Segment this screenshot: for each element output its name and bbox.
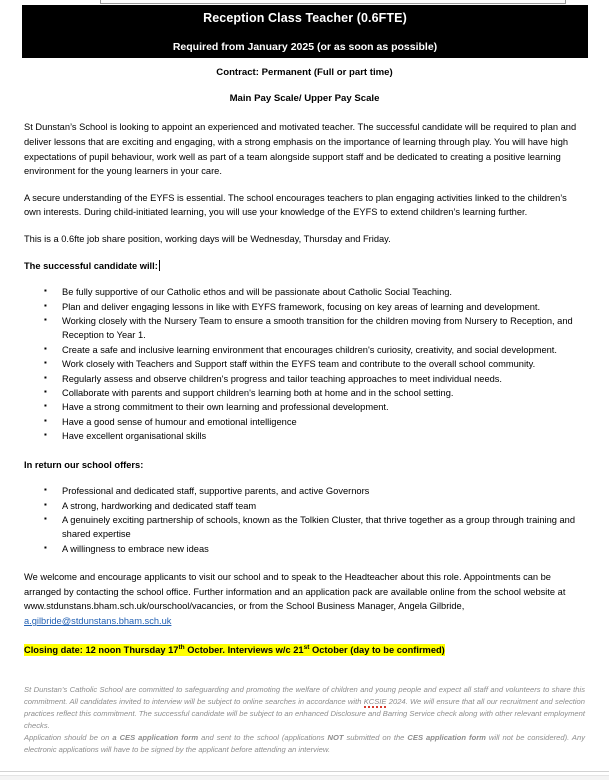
- list-item: ▪ Have a good sense of humour and emotional intelligence: [24, 415, 585, 429]
- application-text-b: and sent to the school (applications: [198, 733, 328, 743]
- application-text-c: submitted on the: [343, 733, 408, 743]
- safeguarding-text-b: 2024. We will ensure that all our recruitment and selection practices reflect this commitment. The successful candidate will be subject to an enhanced Disclosure and Barring Service check along with other relevant employment checks.: [24, 697, 585, 731]
- job-title: Reception Class Teacher (0.6FTE): [203, 11, 407, 25]
- text-cursor-caret: [159, 260, 160, 271]
- job-title-banner: [22, 5, 588, 58]
- list-item: ▪ Working closely with the Nursery Team to ensure a smooth transition for the children moving from Nursery to Reception, and Reception to Year 1.: [24, 314, 585, 343]
- document-body: [0, 58, 609, 657]
- school-offers-heading: In return our school offers:: [24, 459, 144, 470]
- closing-date-sup-th: th: [178, 643, 185, 651]
- list-item: ▪ Collaborate with parents and support children's learning both at home and in the school setting.: [24, 386, 585, 400]
- candidate-will-heading-row: [24, 259, 585, 274]
- ces-form-bold-2: CES application form: [407, 733, 486, 743]
- job-share-paragraph: This is a 0.6fte job share position, working days will be Wednesday, Thursday and Friday.: [24, 233, 391, 244]
- list-item: ▪ Work closely with Teachers and Support staff within the EYFS team and contribute to the overall school community.: [24, 357, 585, 371]
- safeguarding-paragraph: [24, 684, 585, 732]
- eyfs-paragraph: A secure understanding of the EYFS is essential. The school encourages teachers to plan engaging activities linked to the children’s own interests. During child-initiated learning, you will use your knowledge of the EYFS to extend children’s learning further.: [24, 192, 567, 218]
- list-item: ▪ Have excellent organisational skills: [24, 429, 585, 443]
- list-item: ▪ Create a safe and inclusive learning environment that encourages children's curiosity, creativity, and social development.: [24, 343, 585, 357]
- application-text-d: will not be considered). Any electronic applications will have to be signed by the applicant before attending an interview.: [24, 733, 585, 755]
- list-item: ▪ Be fully supportive of our Catholic ethos and will be passionate about Catholic Social Teaching.: [24, 285, 585, 299]
- contract-heading: Contract: Permanent (Full or part time): [216, 67, 393, 78]
- list-item: ▪ A strong, hardworking and dedicated staff team: [24, 499, 585, 513]
- application-paragraph: [24, 732, 585, 756]
- closing-date-highlight: [24, 644, 445, 656]
- list-item: ▪ Professional and dedicated staff, supportive parents, and active Governors: [24, 484, 585, 498]
- page-break-divider: [0, 771, 609, 772]
- application-text-a: Application should be on: [24, 733, 113, 743]
- page-break-gap: [0, 775, 609, 780]
- not-bold: NOT: [327, 733, 344, 743]
- school-offers-list: [24, 484, 585, 556]
- candidate-will-heading: The successful candidate will:: [24, 260, 158, 271]
- closing-date-part2: October. Interviews w/c 21: [184, 644, 304, 655]
- email-link[interactable]: a.gilbride@stdunstans.bham.sch.uk: [24, 616, 172, 627]
- list-item: ▪ Regularly assess and observe children's progress and tailor teaching approaches to meet individual needs.: [24, 372, 585, 386]
- list-item: ▪ A willingness to embrace new ideas: [24, 542, 585, 556]
- closing-date-line: [24, 641, 585, 658]
- contact-email-line: [24, 614, 585, 629]
- list-item: ▪ A genuinely exciting partnership of schools, known as the Tolkien Cluster, that thrive together as a group through training and shared expertise: [24, 513, 585, 542]
- kcsie-misspelled-word: KCSIE: [363, 697, 387, 707]
- job-start-date: Required from January 2025 (or as soon as possible): [172, 41, 438, 53]
- safeguarding-footer: [0, 684, 609, 757]
- candidate-requirements-list: [24, 285, 585, 443]
- closing-date-part1: Closing date: 12 noon Thursday 17: [24, 644, 179, 655]
- closing-date-sup-st: st: [303, 643, 310, 651]
- pay-scale-heading: Main Pay Scale/ Upper Pay Scale: [229, 93, 380, 105]
- ces-form-bold-1: a CES application form: [112, 733, 199, 743]
- contact-paragraph: We welcome and encourage applicants to visit our school and to speak to the Headteacher about this role. Appointments can be arranged by contacting the school office. Further information and an application pack are available online from the school website at www.stdunstans.bham.sch.uk/ourschool/vacancies, or from the School Business Manager, Angela Gilbride,: [24, 572, 566, 612]
- list-item: ▪ Have a strong commitment to their own learning and professional development.: [24, 400, 585, 414]
- word-textbox-frame: [100, 0, 566, 4]
- safeguarding-text-a: St Dunstan’s Catholic School are committed to safeguarding and promoting the welfare of children and young people and expect all staff and volunteers to share this commitment. All candidates invited to interview will be subject to online searches in accordance with: [24, 685, 585, 707]
- intro-paragraph: St Dunstan’s School is looking to appoint an experienced and motivated teacher. The successful candidate will be required to plan and deliver lessons that are exciting and engaging, with a strong emphasis on the importance of learning through play. You will have high expectations of pupil behaviour, work well as part of a team alongside support staff and be dedicated to creating a positive learning environment for the young learners in your care.: [24, 122, 577, 177]
- list-item: ▪ Plan and deliver engaging lessons in like with EYFS framework, focusing on key areas of learning and development.: [24, 300, 585, 314]
- closing-date-part3: October (day to be confirmed): [309, 644, 445, 655]
